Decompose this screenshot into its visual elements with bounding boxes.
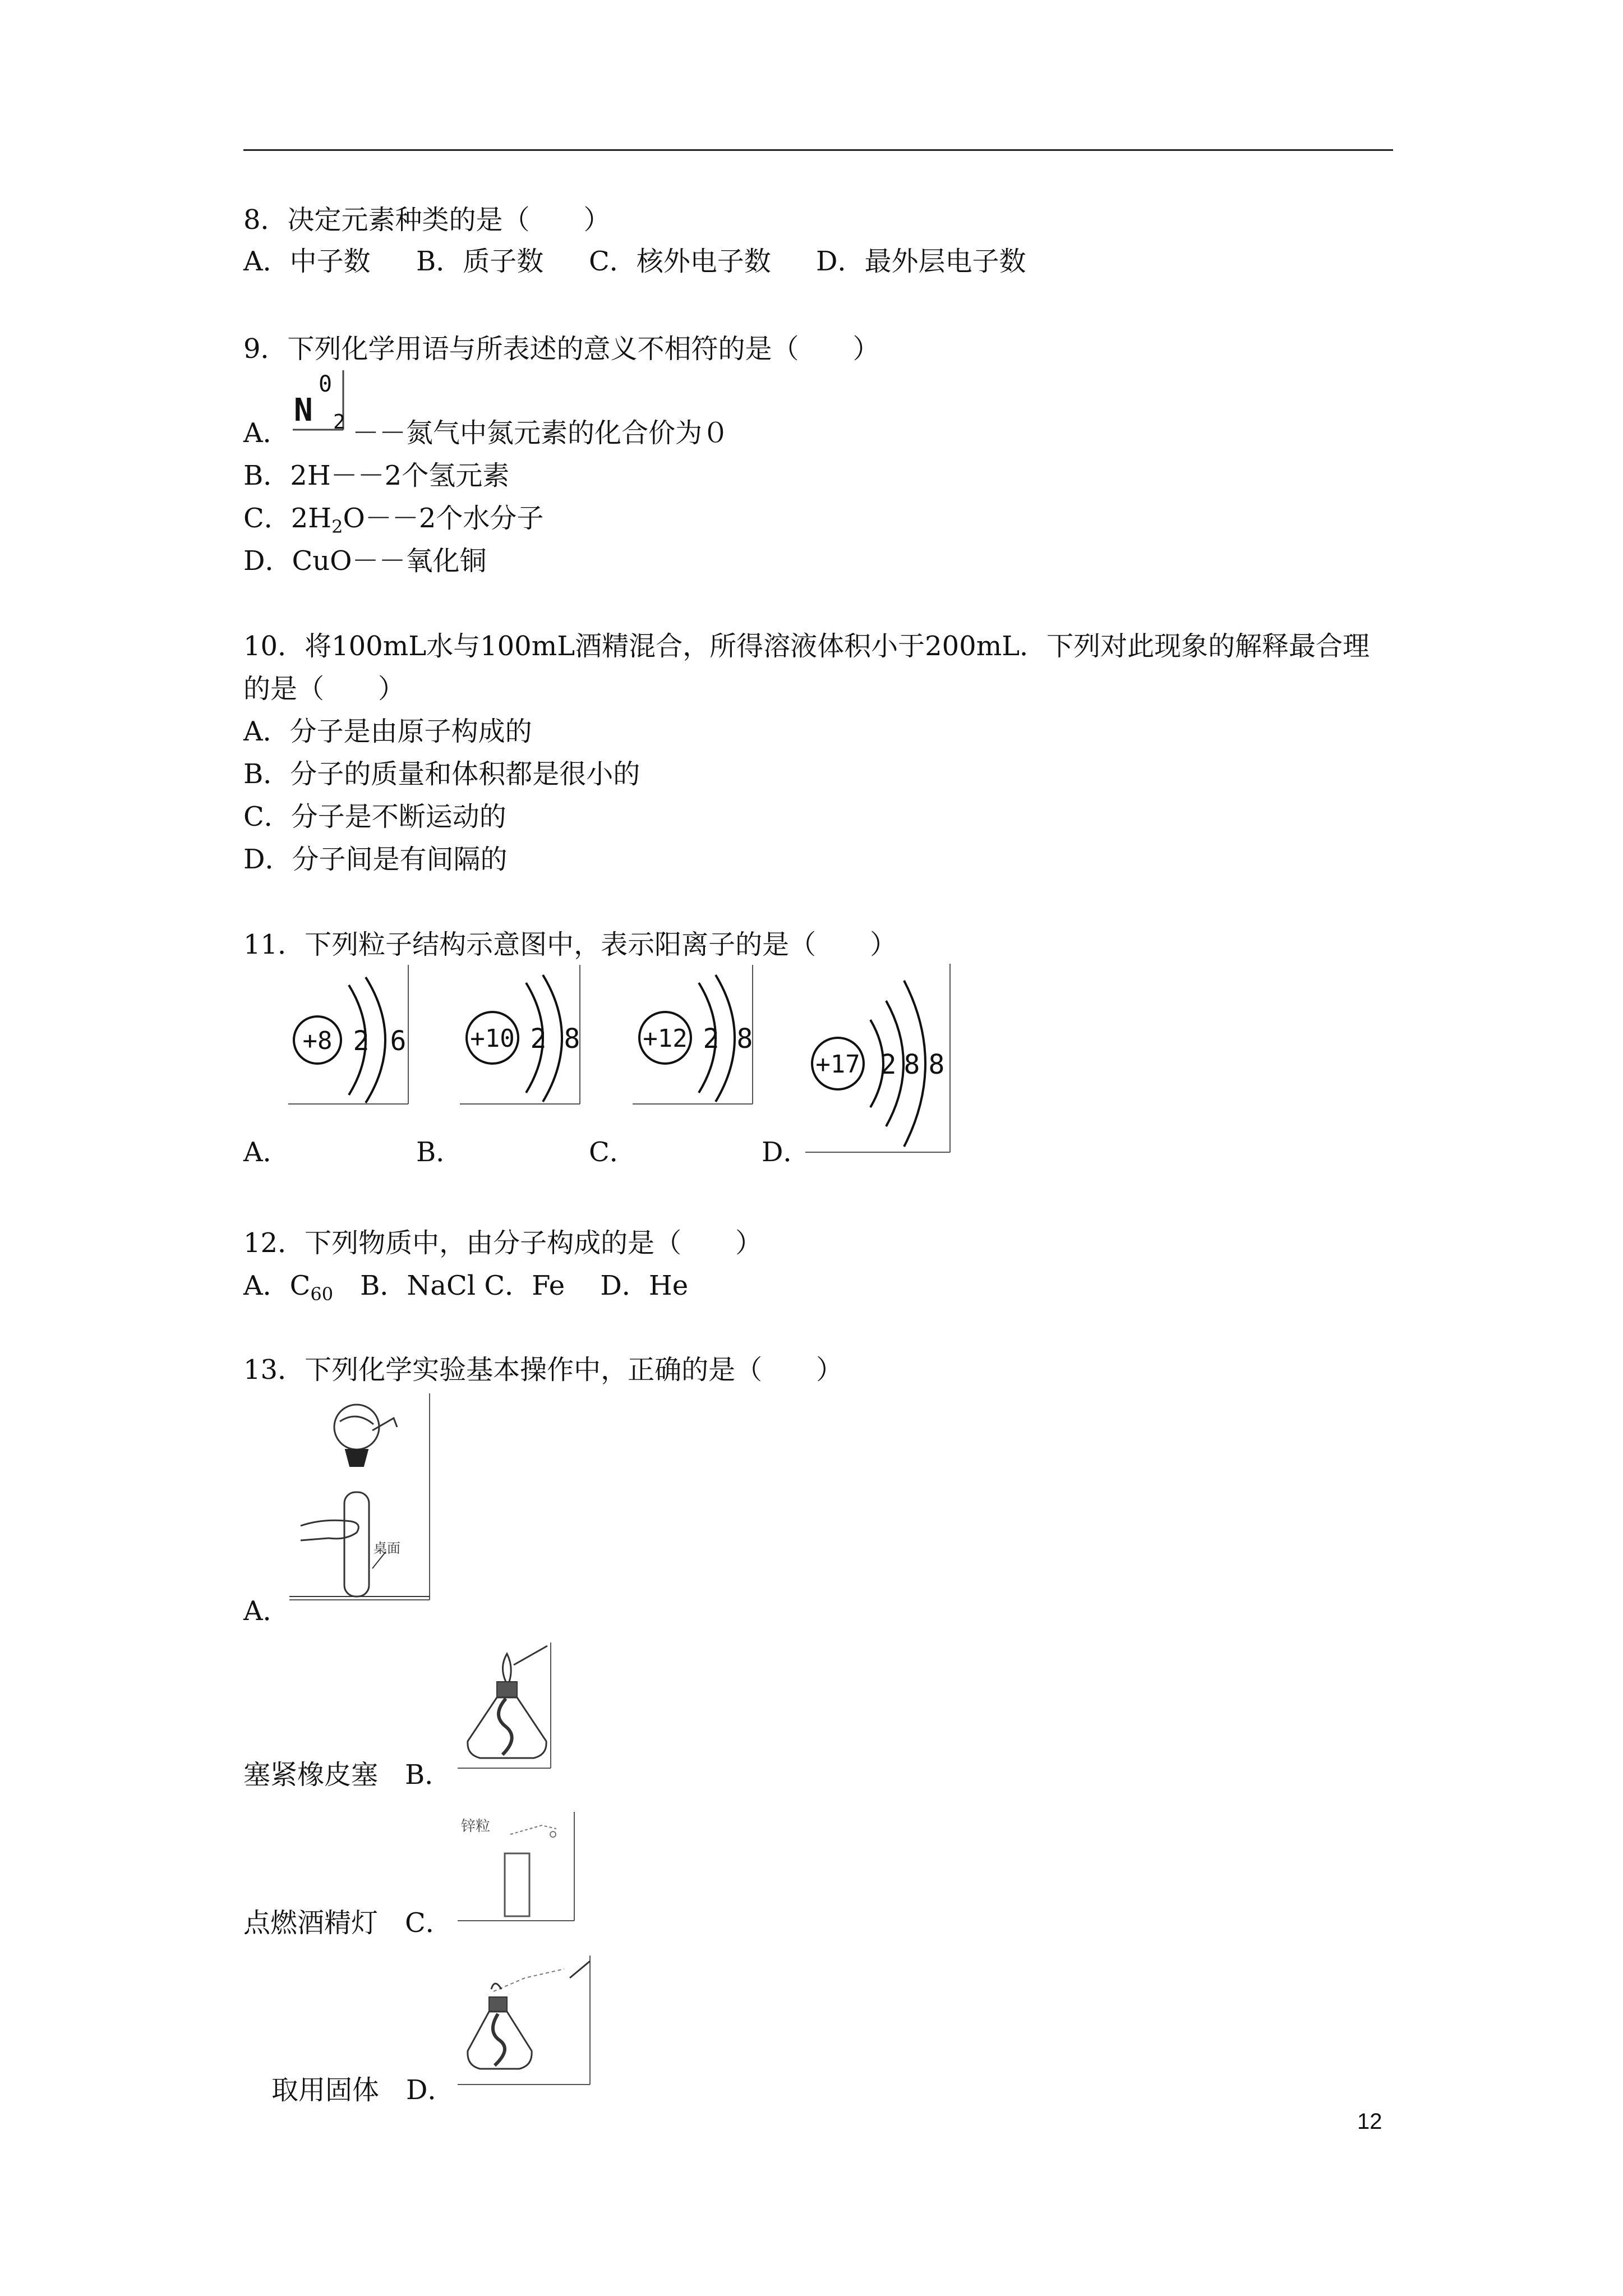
header-rule — [243, 149, 1393, 151]
q11-diagram-c — [633, 965, 754, 1105]
q13-stem: 13．下列化学实验基本操作中，正确的是（ ） — [243, 1354, 843, 1386]
q11-d-shell-2: 8 — [903, 1049, 920, 1080]
q10-option-a: A．分子是由原子构成的 — [243, 716, 532, 747]
q11-option-c-label: C． — [589, 1137, 637, 1168]
q11-option-a-label: A． — [243, 1137, 290, 1168]
q11-c-nucleus: +12 — [643, 1024, 688, 1053]
q10-option-b: B．分子的质量和体积都是很小的 — [243, 758, 640, 790]
q13-figure-c — [458, 1812, 575, 1922]
q13-figure-a — [289, 1393, 431, 1601]
q11-a-shell-1: 2 — [353, 1025, 370, 1057]
q8-option-d: D．最外层电子数 — [816, 246, 1026, 277]
q11-stem: 11．下列粒子结构示意图中，表示阳离子的是（ ） — [243, 929, 897, 960]
q11-diagram-a — [288, 965, 409, 1105]
q9-stem: 9．下列化学用语与所表述的意义不相符的是（ ） — [243, 333, 880, 365]
q10-option-c: C．分子是不断运动的 — [243, 801, 506, 832]
q10-stem-line1: 10．将100mL水与100mL酒精混合，所得溶液体积小于200mL．下列对此现象的解释最合理 — [243, 631, 1370, 662]
q11-option-b-label: B． — [416, 1137, 463, 1168]
q8-stem: 8．决定元素种类的是（ ） — [243, 204, 611, 236]
q8-option-c: C．核外电子数 — [589, 246, 771, 277]
q13-caption-b-label-c: 点燃酒精灯 C． — [243, 1907, 453, 1939]
q9-option-b: B．2H－－2个氢元素 — [243, 460, 510, 491]
q11-c-shell-2: 8 — [736, 1023, 753, 1055]
q13-figure-d — [458, 1955, 592, 2086]
q10-stem-line2: 的是（ ） — [243, 673, 405, 705]
q11-c-shell-1: 2 — [703, 1023, 720, 1055]
q8-option-a: A．中子数 — [243, 246, 371, 277]
q9-symbol-n: N — [294, 392, 313, 429]
q13-fig-a-note: 桌面 — [374, 1540, 400, 1556]
q11-b-nucleus: +10 — [470, 1024, 515, 1053]
q9-option-c: C．$2H_2O--2$个水分子 — [243, 503, 544, 537]
q9-option-a-label: A． — [243, 417, 290, 449]
q12-stem: 12．下列物质中，由分子构成的是（ ） — [243, 1227, 763, 1259]
q11-diagram-d — [805, 964, 951, 1153]
q9-valence-top: 0 — [319, 371, 333, 397]
q12-options: A．$C_{60}$ B．NaCl C．Fe D．He — [243, 1270, 689, 1305]
q13-fig-c-note: 锌粒 — [461, 1818, 491, 1835]
q13-figure-b — [458, 1642, 552, 1769]
q13-caption-c-label-d: 取用固体 D． — [271, 2074, 455, 2106]
q13-caption-a-label-b: 塞紧橡皮塞 B． — [243, 1759, 452, 1791]
q9-valence-symbol — [289, 369, 351, 436]
q11-option-d-label: D． — [762, 1137, 810, 1168]
q11-d-shell-3: 8 — [928, 1049, 945, 1080]
q9-symbol-sub: 2 — [333, 411, 345, 434]
q11-d-nucleus: +17 — [815, 1050, 860, 1079]
q8-option-b: B．质子数 — [416, 246, 544, 277]
q13-option-a-label: A． — [243, 1595, 290, 1627]
q11-b-shell-1: 2 — [530, 1023, 547, 1055]
q9-option-d: D．CuO－－氧化铜 — [243, 545, 487, 577]
q11-a-shell-2: 6 — [390, 1025, 407, 1057]
page-number: 12 — [1357, 2109, 1382, 2134]
q10-option-d: D．分子间是有间隔的 — [243, 844, 508, 875]
q11-b-shell-2: 8 — [564, 1023, 580, 1055]
q11-diagram-b — [460, 965, 581, 1105]
q11-d-shell-1: 2 — [880, 1049, 897, 1080]
q11-a-nucleus: +8 — [302, 1027, 333, 1055]
q9-option-a-text: －－氮气中氮元素的化合价为０ — [352, 417, 730, 449]
